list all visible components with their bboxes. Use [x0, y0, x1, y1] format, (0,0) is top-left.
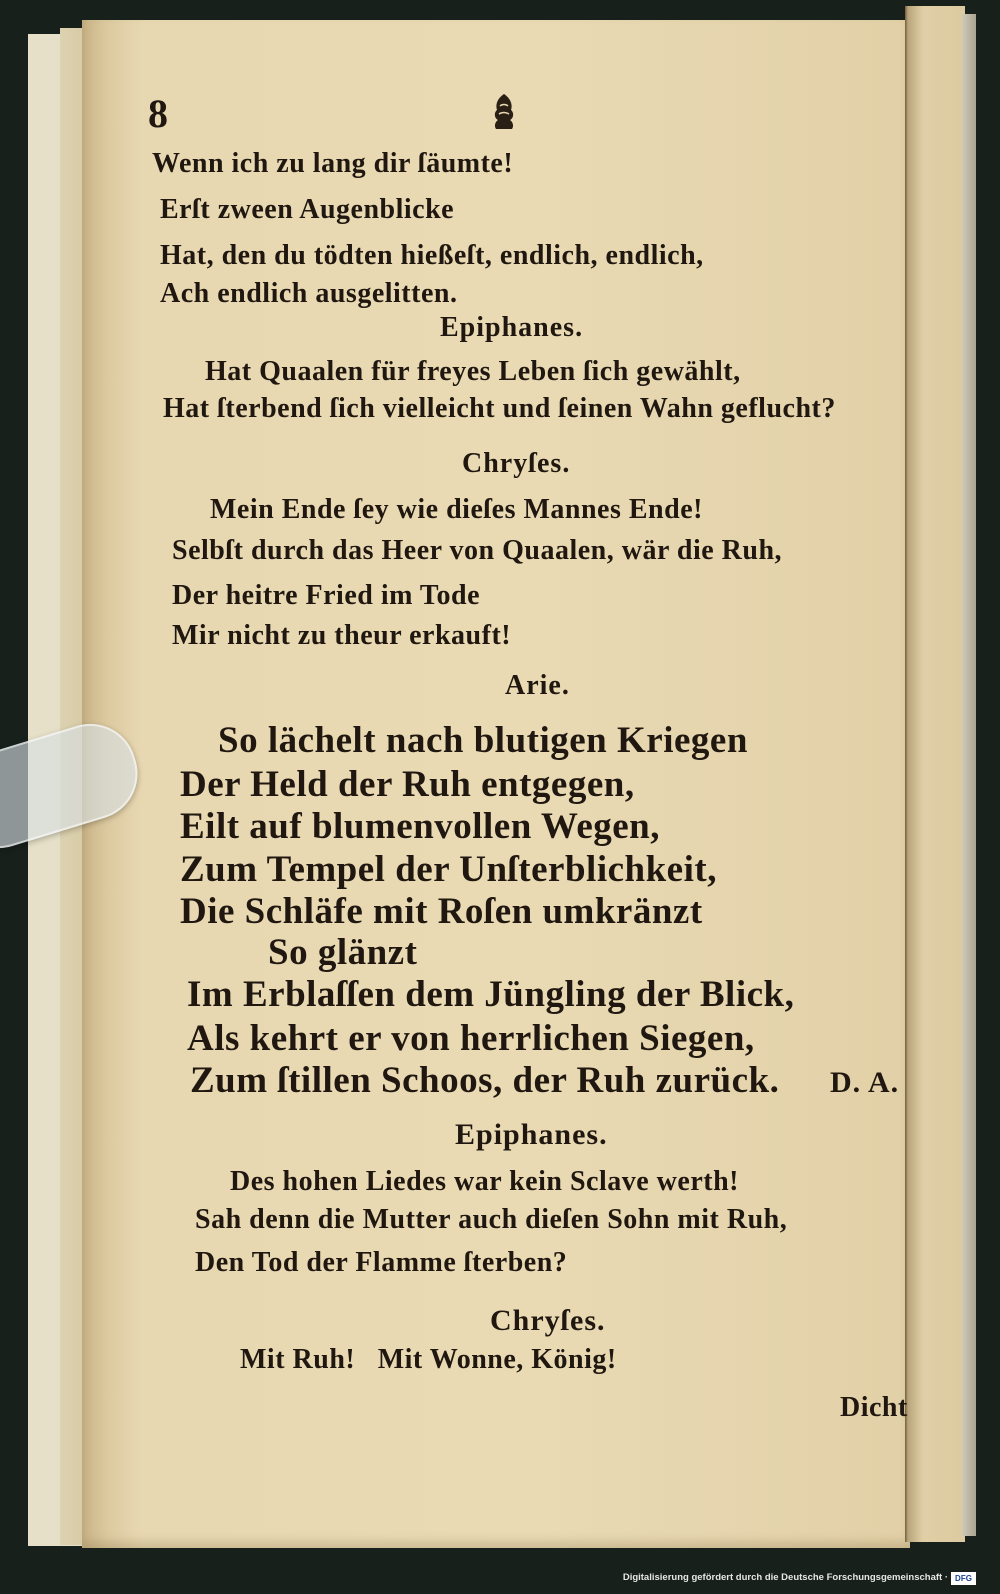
verse-line: Wenn ich zu lang dir ſäumte! — [152, 148, 514, 179]
da-capo-marker: D. A. — [830, 1066, 900, 1099]
verse-line: Erſt zween Augenblicke — [160, 194, 455, 225]
verse-line: Mit Ruh! Mit Wonne, König! — [240, 1344, 617, 1375]
aria-line: Eilt auf blumenvollen Wegen, — [180, 806, 660, 847]
catchword: Dicht — [840, 1392, 908, 1423]
dfg-logo: DFG — [951, 1572, 976, 1585]
verse-line: Hat ſterbend ſich vielleicht und ſeinen Wahn geflucht? — [163, 393, 836, 424]
page-number: 8 — [148, 91, 168, 136]
verse-line: Mein Ende ſey wie dieſes Mannes Ende! — [210, 494, 703, 525]
aria-line: Als kehrt er von herrlichen Siegen, — [187, 1018, 755, 1059]
aria-line: Die Schläfe mit Roſen umkränzt — [180, 891, 703, 932]
speaker-heading: Chryſes. — [462, 448, 571, 479]
aria-line: So lächelt nach blutigen Kriegen — [218, 720, 748, 761]
speaker-heading: Chryſes. — [490, 1304, 606, 1337]
aria-line: Der Held der Ruh entgegen, — [180, 764, 635, 805]
speaker-heading: Epiphanes. — [455, 1118, 608, 1151]
verse-line: Sah denn die Mutter auch dieſen Sohn mit Ruh, — [195, 1204, 788, 1235]
fleuron-icon — [486, 92, 522, 132]
digitization-credit: Digitalisierung gefördert durch die Deutsche Forschungsgemeinschaft · — [622, 1572, 948, 1583]
verse-line: Des hohen Liedes war kein Sclave werth! — [230, 1166, 739, 1197]
verse-line: Ach endlich ausgelitten. — [160, 278, 458, 309]
aria-line: Zum Tempel der Unſterblichkeit, — [180, 849, 717, 890]
aria-heading: Arie. — [505, 670, 570, 701]
verse-line: Selbſt durch das Heer von Quaalen, wär die Ruh, — [172, 535, 783, 566]
aria-line: So glänzt — [268, 932, 418, 973]
verse-line: Der heitre Fried im Tode — [172, 580, 481, 611]
next-page-edge — [905, 6, 965, 1542]
verse-line: Den Tod der Flamme ſterben? — [195, 1247, 568, 1278]
aria-line: Im Erblaſſen dem Jüngling der Blick, — [187, 974, 795, 1015]
speaker-heading: Epiphanes. — [440, 312, 584, 343]
aria-line: Zum ſtillen Schoos, der Ruh zurück. — [190, 1060, 780, 1101]
verse-line: Hat Quaalen für freyes Leben ſich gewählt, — [205, 356, 741, 387]
verse-line: Mir nicht zu theur erkauft! — [172, 620, 512, 651]
verse-line: Hat, den du tödten hießeſt, endlich, endlich, — [160, 240, 704, 271]
book-fore-edge — [962, 14, 976, 1536]
